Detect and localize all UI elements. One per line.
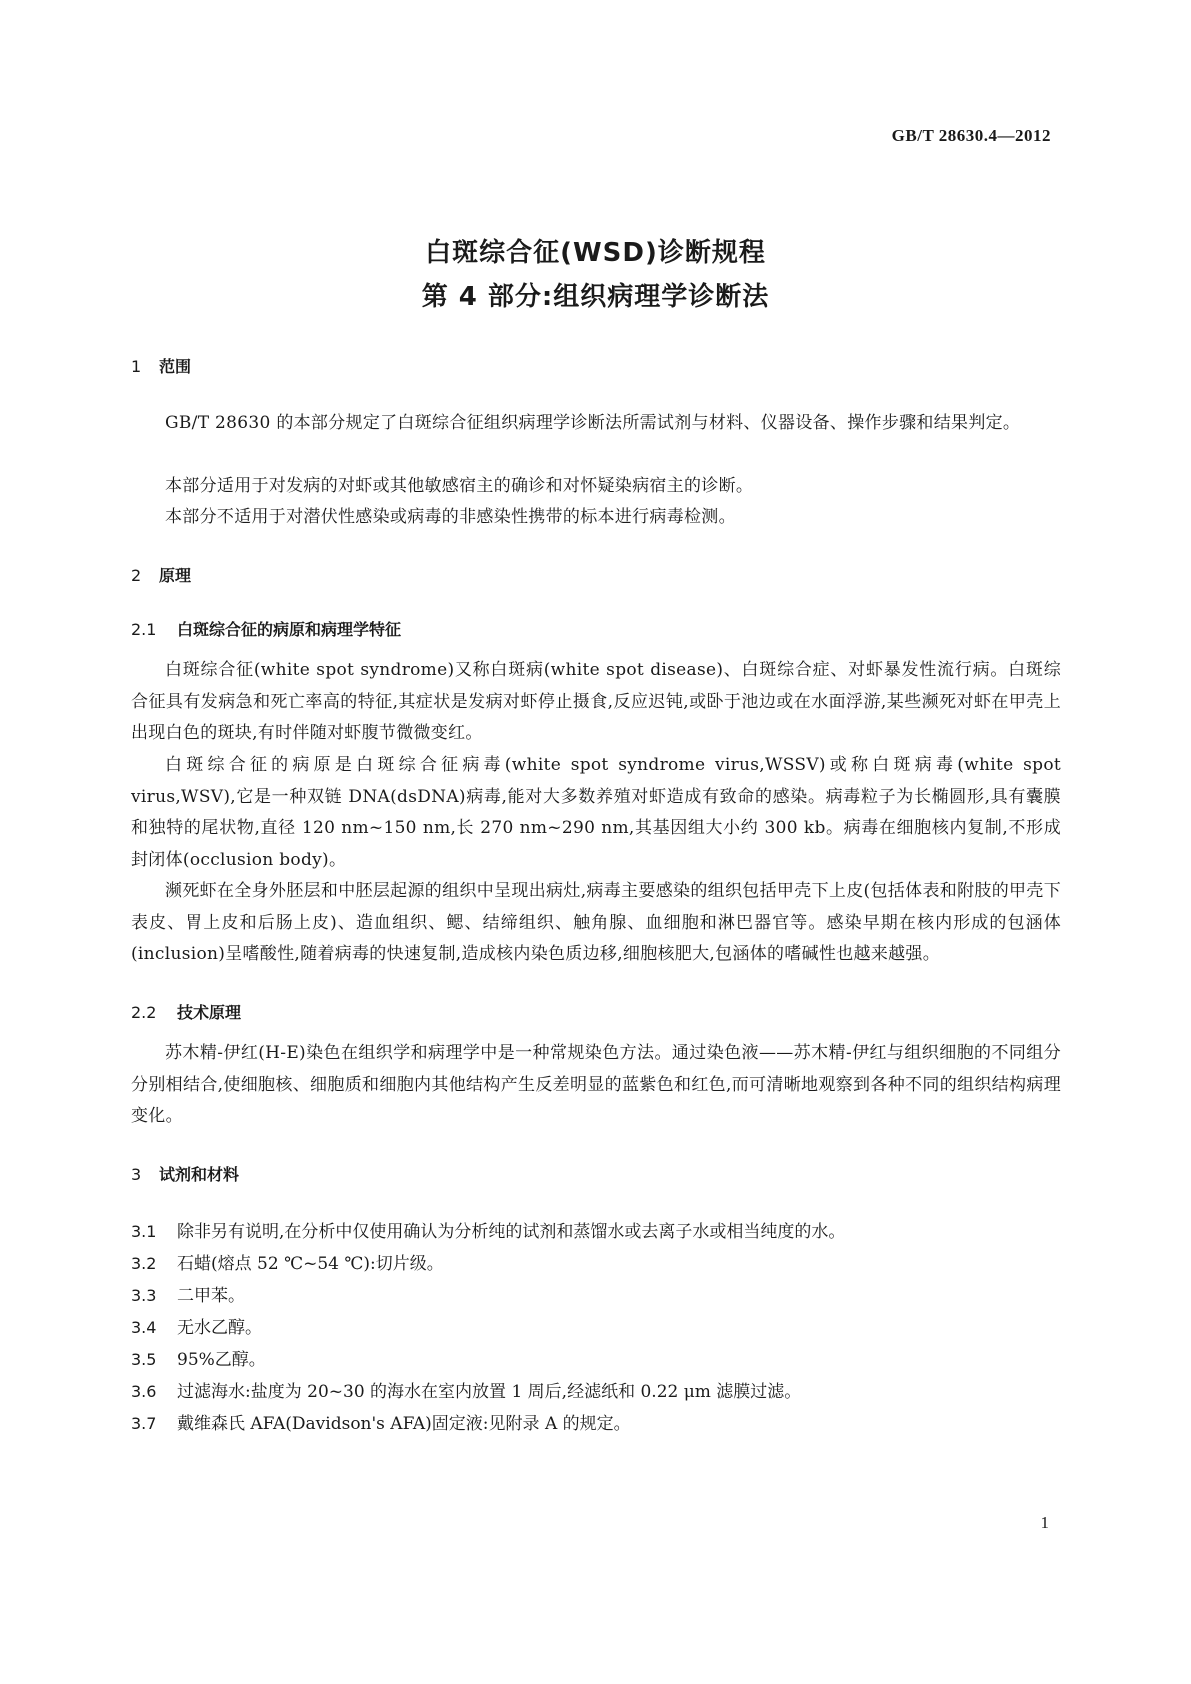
section-number: 2.1 [131,620,157,639]
list-item [131,1409,1061,1434]
list-item [131,1377,1061,1402]
section-2-1-paragraph: 白斑综合征的病原是白斑综合征病毒(white spot syndrome virus,WSSV)或称白斑病毒(white spot virus,WSV),它是一种双链 DNA(dsDNA)病毒,能对大多数养殖对虾造成有致命的感染。病毒粒子为长椭圆形,具有囊膜和独特的尾状物,直径 120 nm~150 nm,长 270 nm~290 nm,其基因组大小约 300 kb。病毒在细胞核内复制,不形成封闭体(occlusion body)。 [131,755,1061,870]
section-number: 2 [131,566,142,585]
item-number: 3.2 [131,1254,157,1273]
section-2-1-paragraph: 濒死虾在全身外胚层和中胚层起源的组织中呈现出病灶,病毒主要感染的组织包括甲壳下上皮(包括体表和附肢的甲壳下表皮、胃上皮和后肠上皮)、造血组织、鳃、结缔组织、触角腺、血细胞和淋巴器官等。感染早期在核内形成的包涵体(inclusion)呈嗜酸性,随着病毒的快速复制,造成核内染色质边移,细胞核肥大,包涵体的嗜碱性也越来越强。 [131,881,1061,964]
item-text: 二甲苯。 [177,1286,245,1306]
section-2-2-heading [131,1000,241,1023]
section-2-1-paragraph: 白斑综合征(white spot syndrome)又称白斑病(white spot disease)、白斑综合症、对虾暴发性流行病。白斑综合征具有发病急和死亡率高的特征,其症状是发病对虾停止摄食,反应迟钝,或卧于池边或在水面浮游,某些濒死对虾在甲壳上出现白色的斑块,有时伴随对虾腹节微微变红。 [131,660,1061,743]
item-text: 除非另有说明,在分析中仅使用确认为分析纯的试剂和蒸馏水或去离子水或相当纯度的水。 [177,1222,846,1242]
section-title: 原理 [159,566,192,585]
item-number: 3.1 [131,1222,157,1241]
list-item [131,1249,1061,1274]
list-item [131,1281,1061,1306]
section-1-heading [131,354,191,377]
section-2-2-paragraph: 苏木精-伊红(H-E)染色在组织学和病理学中是一种常规染色方法。通过染色液——苏木精-伊红与组织细胞的不同组分分别相结合,使细胞核、细胞质和细胞内其他结构产生反差明显的蓝紫色和红色,而可清晰地观察到各种不同的组织结构病理变化。 [131,1043,1061,1126]
item-text: 95%乙醇。 [177,1350,266,1370]
section-title: 白斑综合征的病原和病理学特征 [177,620,402,639]
section-number: 1 [131,357,142,376]
section-1-paragraph: GB/T 28630 的本部分规定了白斑综合征组织病理学诊断法所需试剂与材料、仪器设备、操作步骤和结果判定。 [165,413,1021,433]
item-text: 石蜡(熔点 52 ℃~54 ℃):切片级。 [177,1254,444,1274]
section-2-1-heading [131,617,401,640]
list-item [131,1345,1061,1370]
section-1-paragraph: 本部分不适用于对潜伏性感染或病毒的非感染性携带的标本进行病毒检测。 [165,507,736,527]
section-number: 3 [131,1165,142,1184]
section-1-paragraph: 本部分适用于对发病的对虾或其他敏感宿主的确诊和对怀疑染病宿主的诊断。 [165,476,754,496]
page-number: 1 [1040,1513,1049,1532]
item-number: 3.3 [131,1286,157,1305]
item-number: 3.7 [131,1414,157,1433]
section-title: 试剂和材料 [159,1165,240,1184]
section-2-heading [131,563,191,586]
item-number: 3.4 [131,1318,157,1337]
section-number: 2.2 [131,1003,157,1022]
list-item [131,1313,1061,1338]
standard-number: GB/T 28630.4—2012 [891,126,1051,145]
item-text: 戴维森氏 AFA(Davidson's AFA)固定液:见附录 A 的规定。 [177,1414,631,1434]
section-title: 范围 [159,357,192,376]
item-text: 过滤海水:盐度为 20~30 的海水在室内放置 1 周后,经滤纸和 0.22 μm 滤膜过滤。 [177,1382,802,1402]
document-title: 白斑综合征(WSD)诊断规程 [425,238,766,268]
item-number: 3.6 [131,1382,157,1401]
section-title: 技术原理 [177,1003,242,1022]
document-subtitle: 第 4 部分:组织病理学诊断法 [421,282,770,312]
item-number: 3.5 [131,1350,157,1369]
item-text: 无水乙醇。 [177,1318,262,1338]
list-item [131,1217,1061,1242]
section-3-heading [131,1162,239,1185]
